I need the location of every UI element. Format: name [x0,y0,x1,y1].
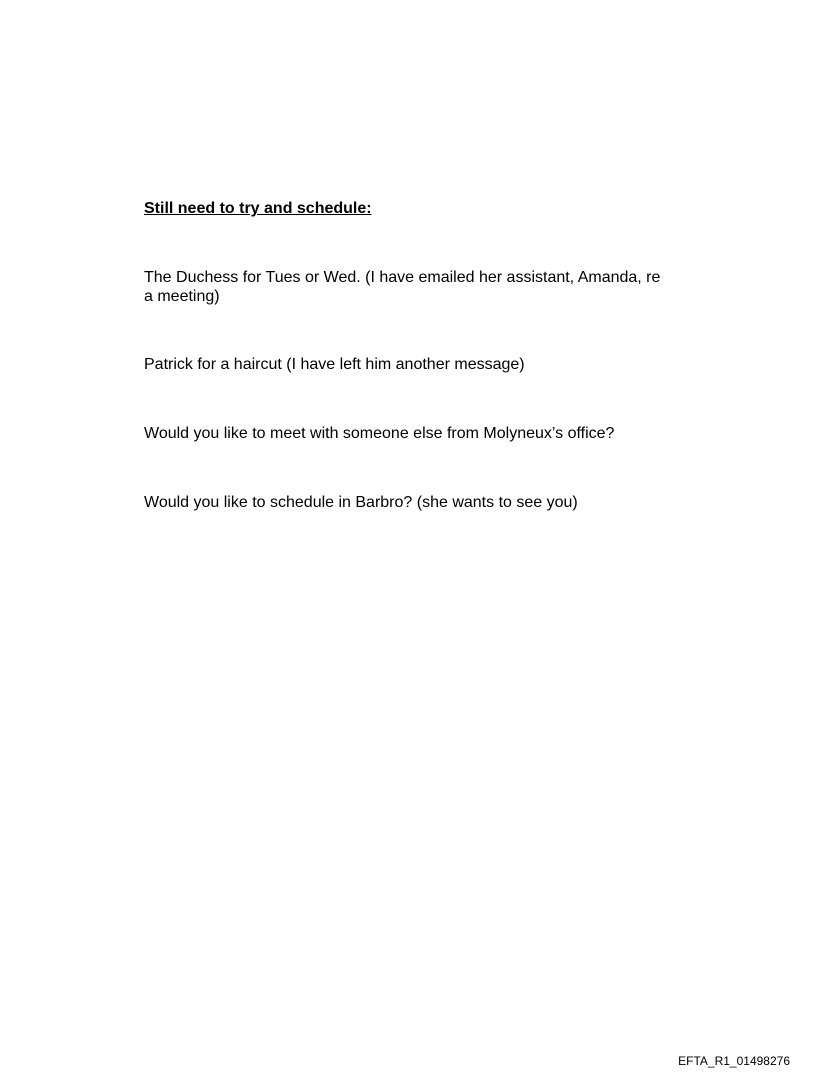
schedule-item-patrick: Patrick for a haircut (I have left him another message) [144,356,525,373]
schedule-item-molyneux: Would you like to meet with someone else from Molyneux’s office? [144,425,615,442]
schedule-item-barbro: Would you like to schedule in Barbro? (she wants to see you) [144,494,578,511]
bates-number: EFTA_R1_01498276 [678,1054,790,1068]
schedule-item-duchess-line-1: The Duchess for Tues or Wed. (I have emailed her assistant, Amanda, re [144,269,661,286]
schedule-item-duchess-line-2: a meeting) [144,288,220,305]
section-heading: Still need to try and schedule: [144,200,372,217]
